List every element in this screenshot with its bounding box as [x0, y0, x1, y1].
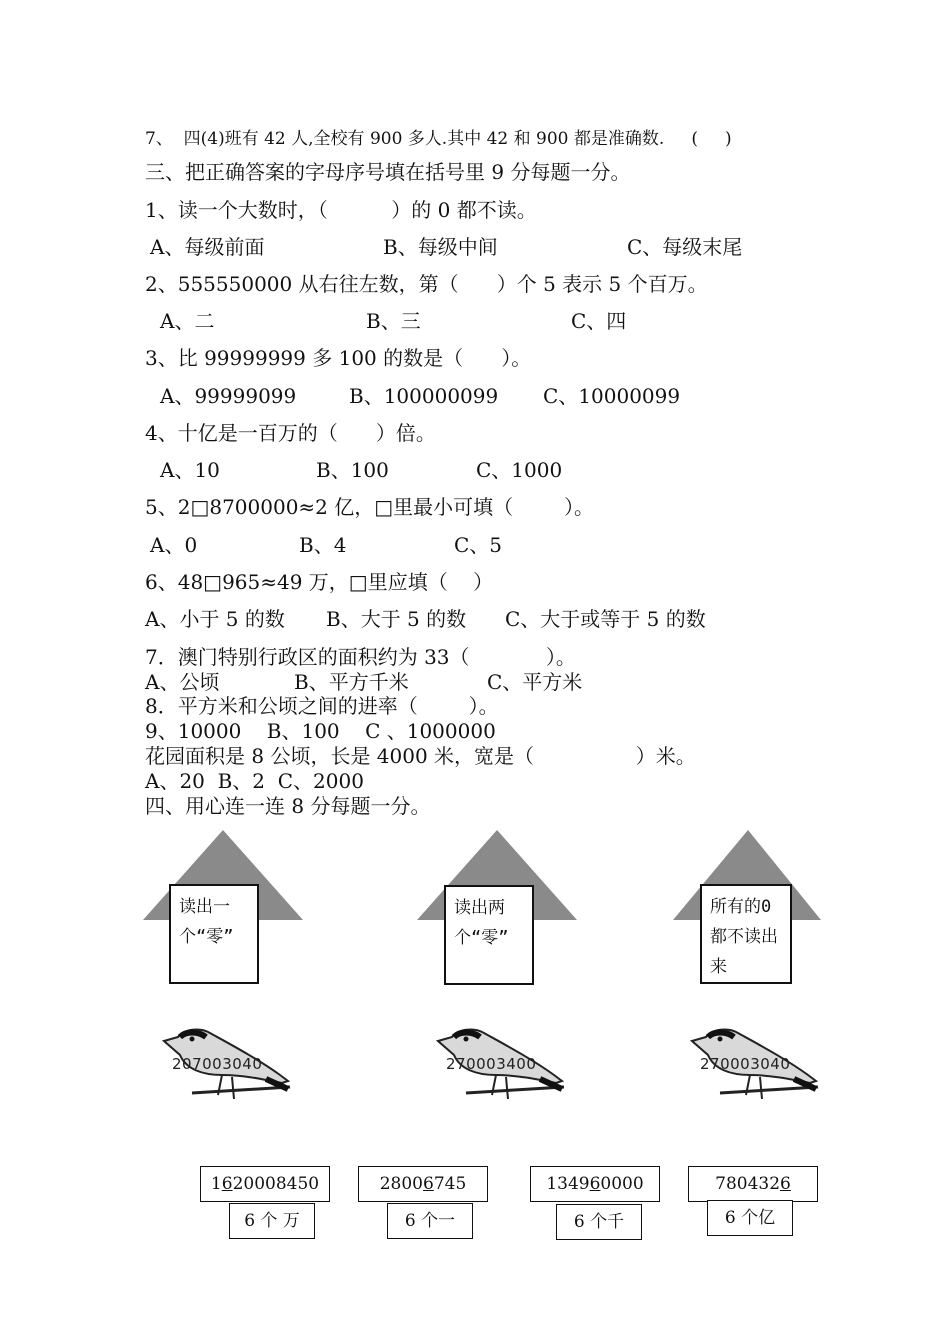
bird-3: [690, 1023, 830, 1118]
number-suffix: 0000: [600, 1174, 644, 1194]
house-sign: 读出一 个“零”: [169, 884, 259, 984]
q2-option-a: A、二: [160, 309, 215, 333]
q6-option-c: C、大于或等于 5 的数: [505, 607, 706, 631]
q1-option-a: A、每级前面: [150, 235, 265, 259]
number-suffix: 745: [433, 1174, 467, 1194]
question-10-options: A、20 B、2 C、2000: [145, 769, 364, 793]
place-box-3: 6 个千: [556, 1204, 642, 1240]
number-prefix: 2800: [379, 1174, 423, 1194]
q3-option-c: C、10000099: [543, 384, 681, 408]
q7-option-c: C、平方米: [487, 670, 583, 694]
number-prefix: 1349: [546, 1174, 590, 1194]
bird-1: [162, 1023, 302, 1118]
q1-option-b: B、每级中间: [383, 235, 498, 259]
q7-option-b: B、平方千米: [294, 670, 409, 694]
number-suffix: 20008450: [232, 1174, 320, 1194]
q6-option-b: B、大于 5 的数: [326, 607, 467, 631]
number-underlined-digit: 6: [221, 1174, 233, 1194]
house-1: [143, 830, 323, 990]
number-underlined-digit: 6: [422, 1174, 434, 1194]
q5-option-b: B、4: [299, 533, 347, 557]
bird-number: 270003400: [446, 1055, 537, 1073]
number-box-3: [530, 1166, 660, 1202]
question-2: 2、555550000 从右往左数，第（ ）个 5 表示 5 个百万。: [145, 272, 708, 296]
place-box-4: 6 个亿: [707, 1200, 793, 1236]
bird-number: 270003040: [700, 1055, 791, 1073]
q7-option-a: A、公顷: [145, 670, 220, 694]
question-7: 7．澳门特别行政区的面积约为 33（ ）。: [145, 645, 576, 669]
house-2: [417, 830, 597, 990]
q5-option-a: A、0: [150, 533, 198, 557]
number-prefix: 1: [210, 1174, 222, 1194]
q4-option-c: C、1000: [476, 458, 563, 482]
q2-option-c: C、四: [571, 309, 627, 333]
question-8: 8．平方米和公顷之间的进率（ ）。: [145, 694, 499, 718]
number-underlined-digit: 6: [589, 1174, 601, 1194]
number-underlined-digit: 6: [780, 1174, 791, 1194]
q1-option-c: C、每级末尾: [627, 235, 743, 259]
q5-option-c: C、5: [454, 533, 503, 557]
house-sign: 读出两 个“零”: [444, 885, 534, 985]
house-3: [673, 830, 853, 990]
section-4-title: 四、用心连一连 8 分每题一分。: [145, 794, 431, 818]
question-1: 1、读一个大数时，（ ）的 0 都不读。: [145, 198, 537, 222]
q4-option-a: A、10: [160, 458, 220, 482]
place-box-1: 6 个 万: [229, 1203, 315, 1239]
section-3-title: 三、把正确答案的字母序号填在括号里 9 分每题一分。: [145, 160, 631, 184]
question-5: 5、2□8700000≈2 亿，□里最小可填（ ）。: [145, 495, 595, 519]
q2-option-b: B、三: [366, 309, 421, 333]
bird-2: [436, 1023, 576, 1118]
number-box-2: [358, 1166, 488, 1202]
question-9: 9、10000 B、100 C 、1000000: [145, 719, 496, 743]
question-6: 6、48□965≈49 万，□里应填（ ）: [145, 570, 494, 594]
question-3: 3、比 99999999 多 100 的数是（ ）。: [145, 346, 532, 370]
q6-option-a: A、小于 5 的数: [145, 607, 285, 631]
bird-number: 207003040: [172, 1055, 263, 1073]
number-box-4: [688, 1166, 818, 1202]
house-sign: 所有的0 都不读出 来: [700, 884, 792, 984]
number-prefix: 780432: [715, 1174, 781, 1194]
question-10: 花园面积是 8 公顷，长是 4000 米，宽是（ ）米。: [145, 744, 696, 768]
question-4: 4、十亿是一百万的（ ）倍。: [145, 421, 436, 445]
q3-option-a: A、99999099: [160, 384, 297, 408]
number-box-1: [200, 1166, 330, 1202]
true-false-item-7: 7、 四(4)班有 42 人,全校有 900 多人.其中 42 和 900 都是准确数. ( ): [145, 129, 732, 149]
place-box-2: 6 个一: [387, 1203, 473, 1239]
q3-option-b: B、100000099: [349, 384, 499, 408]
q4-option-b: B、100: [316, 458, 389, 482]
